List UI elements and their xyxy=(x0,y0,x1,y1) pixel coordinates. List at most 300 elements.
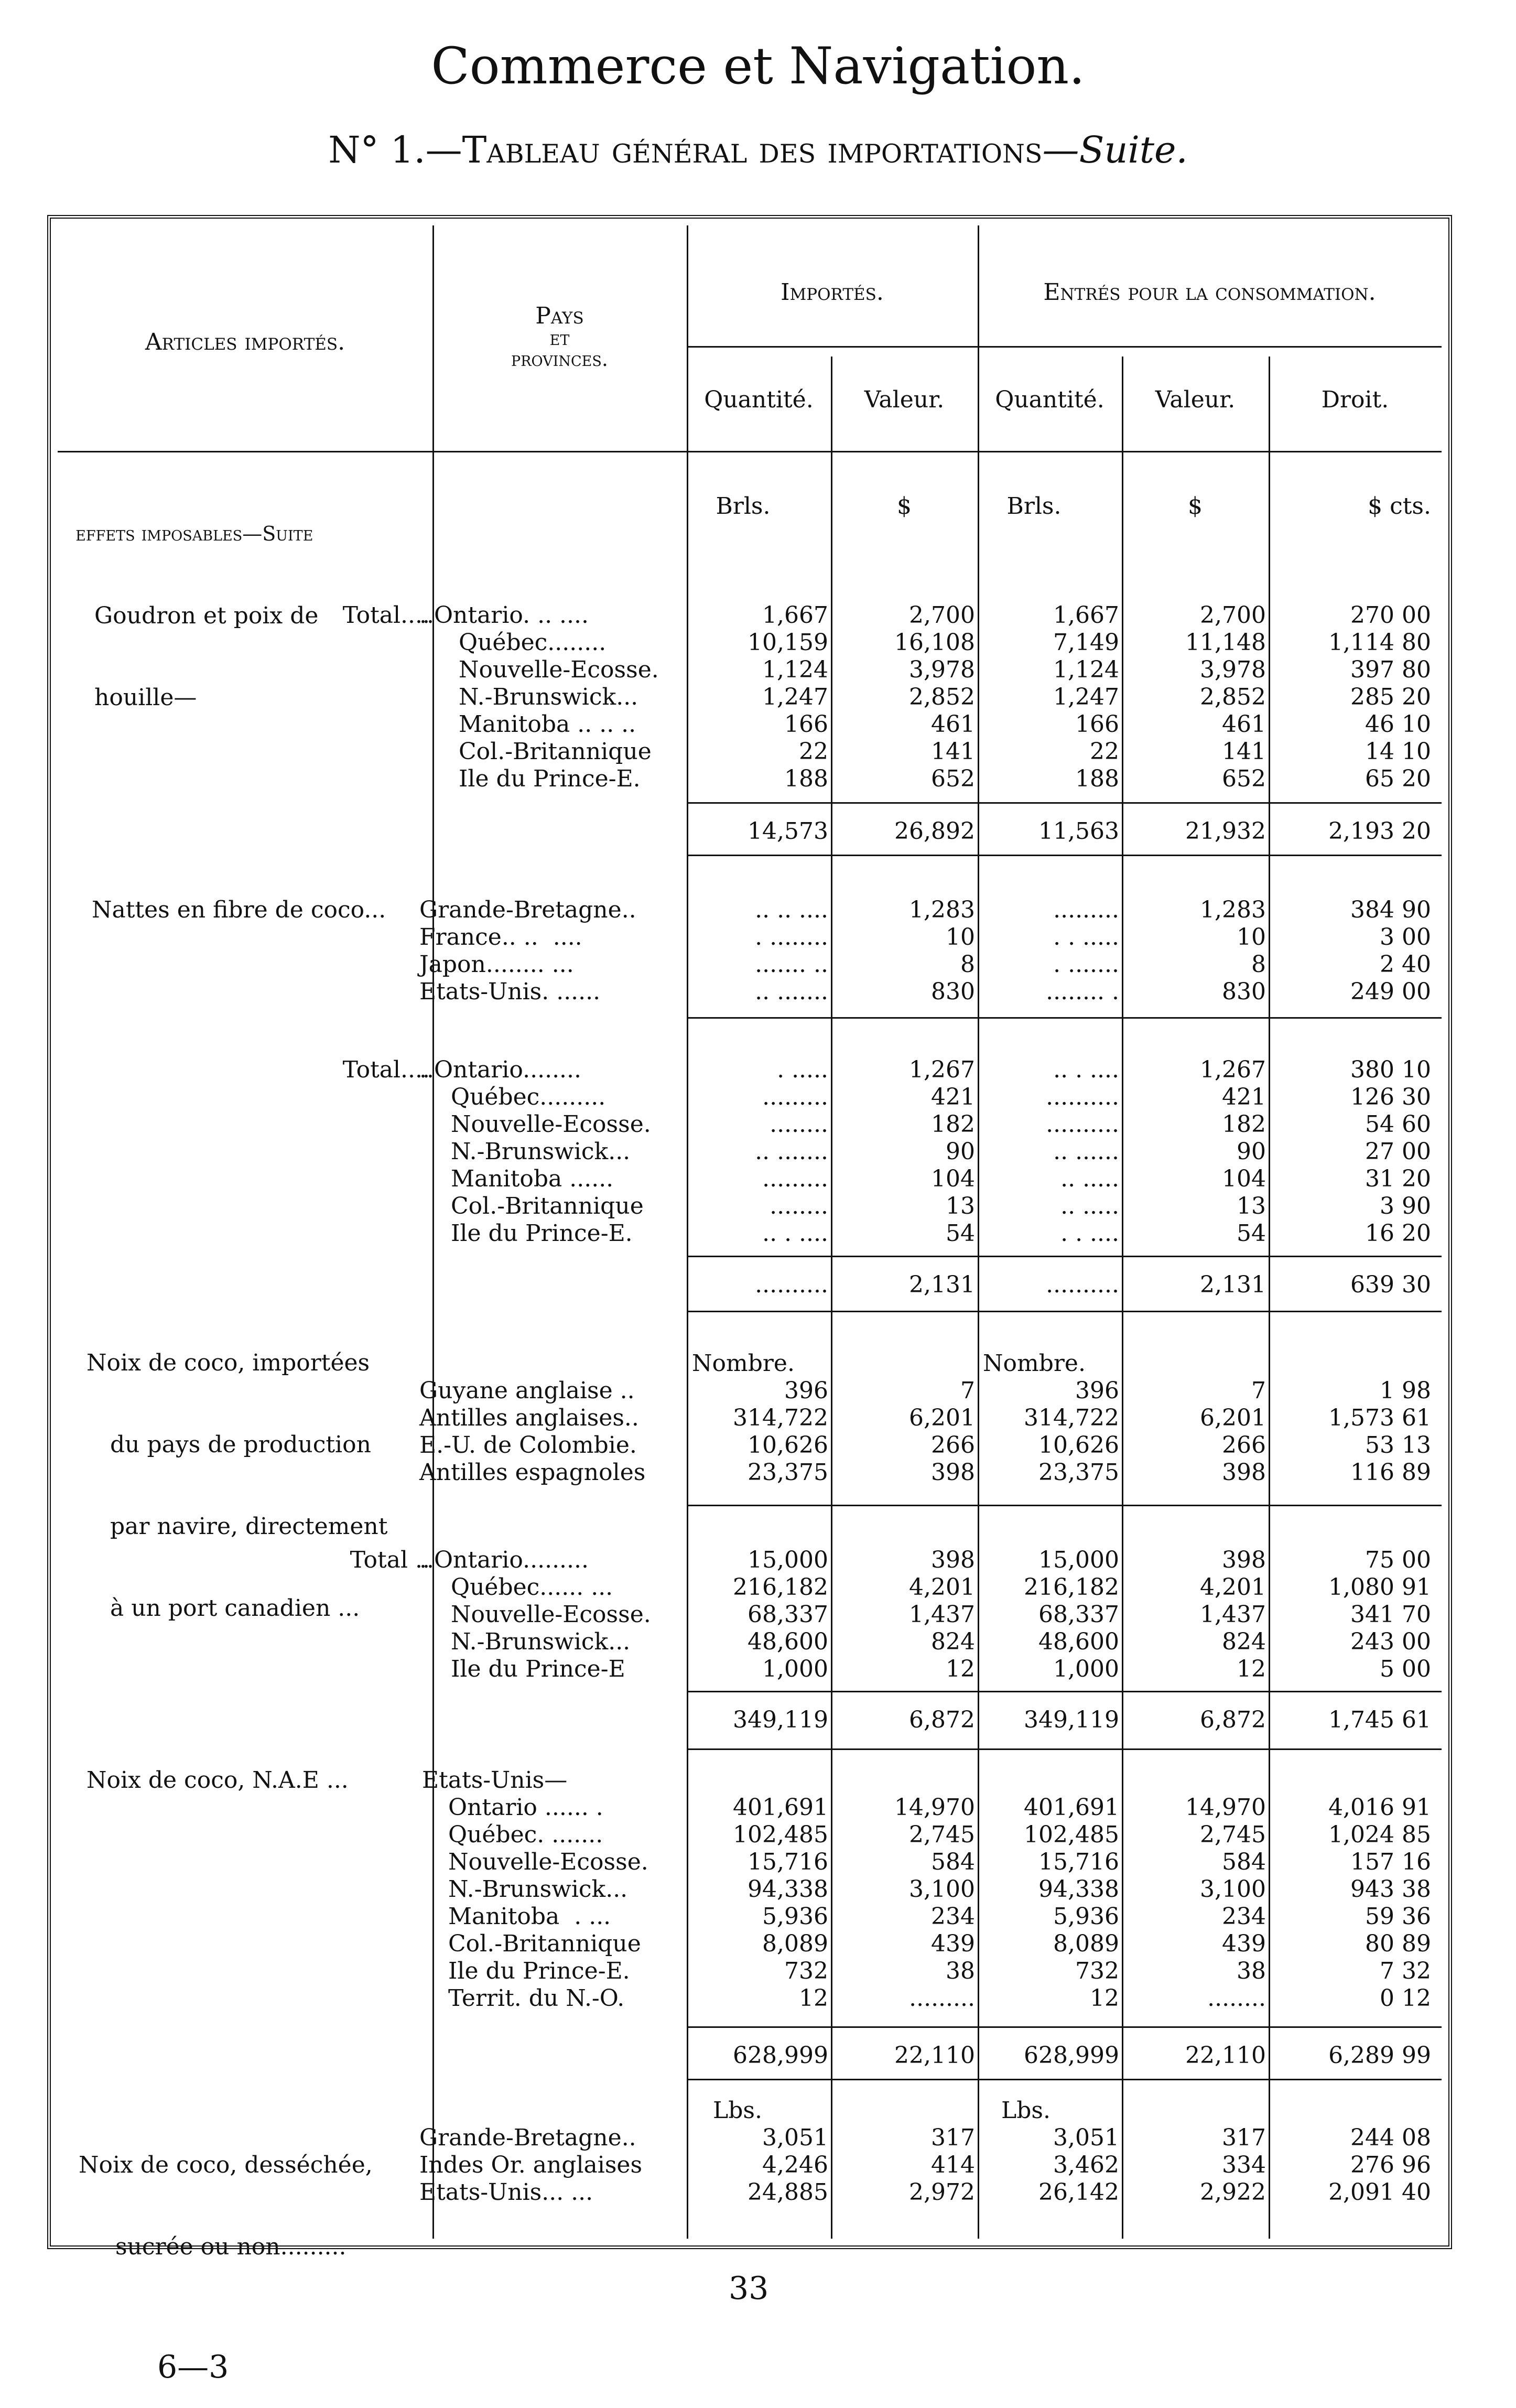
cell-ent-quantite: 26,142 xyxy=(1038,2179,1119,2206)
goudron-total-label: Total.... xyxy=(342,602,430,629)
cell-droit: 53 13 xyxy=(1365,1432,1431,1459)
cell-ent-valeur: 2,745 xyxy=(1200,1821,1266,1848)
cell-ent-valeur: 38 xyxy=(1237,1958,1266,1984)
cell-ent-quantite: . . ..... xyxy=(1053,924,1119,951)
col-divider-articles xyxy=(432,225,434,2239)
cell-imp-quantite: 48,600 xyxy=(748,1628,828,1655)
cell-droit: 1,573 61 xyxy=(1328,1405,1431,1431)
cell-imp-valeur: 54 xyxy=(946,1220,975,1247)
cell-imp-valeur: 1,283 xyxy=(909,897,975,923)
noix-nae-article: Noix de coco, N.A.E ... xyxy=(86,1767,349,1794)
cell-imp-quantite: ....... .. xyxy=(755,951,828,978)
noix-importees-sub-line xyxy=(687,1505,1442,1506)
header-divider-top xyxy=(687,346,1442,348)
cell-imp-valeur: 3,978 xyxy=(909,656,975,683)
header-divider-bottom xyxy=(58,451,1442,452)
cell-imp-valeur: 12 xyxy=(946,1656,975,1682)
cell-imp-quantite: ........ xyxy=(770,1193,828,1219)
header-pays-l3: provinces. xyxy=(511,348,608,371)
unit-valeur-entres: $ xyxy=(1188,493,1203,520)
cell-ent-valeur: 266 xyxy=(1222,1432,1266,1459)
total-droit: 639 30 xyxy=(1350,1271,1431,1298)
cell-imp-valeur: 2,700 xyxy=(909,602,975,629)
nattes-sub-line xyxy=(687,1017,1442,1019)
cell-imp-valeur: 3,100 xyxy=(909,1876,975,1903)
cell-imp-valeur: 317 xyxy=(931,2124,975,2151)
cell-imp-quantite: 216,182 xyxy=(733,1574,828,1601)
cell-droit: 116 89 xyxy=(1350,1459,1431,1486)
cell-droit: 1,024 85 xyxy=(1328,1821,1431,1848)
cell-imp-valeur: 461 xyxy=(931,711,975,738)
cell-droit: 157 16 xyxy=(1350,1849,1431,1875)
cell-droit: 384 90 xyxy=(1350,897,1431,923)
unit-valeur-importes: $ xyxy=(897,493,912,520)
cell-ent-valeur: 2,922 xyxy=(1200,2179,1266,2206)
total-ent-quantite: .......... xyxy=(1046,1271,1119,1298)
cell-ent-valeur: 398 xyxy=(1222,1547,1266,1573)
cell-pays: Québec...... ... xyxy=(451,1574,613,1601)
cell-imp-valeur: 182 xyxy=(931,1111,975,1138)
cell-imp-valeur: 8 xyxy=(960,951,975,978)
cell-ent-valeur: 3,100 xyxy=(1200,1876,1266,1903)
cell-ent-valeur: 54 xyxy=(1237,1220,1266,1247)
nattes-sum-line xyxy=(687,1256,1442,1257)
cell-droit: 65 20 xyxy=(1365,765,1431,792)
cell-pays: E.-U. de Colombie. xyxy=(419,1432,637,1459)
cell-imp-quantite: 8,089 xyxy=(762,1930,828,1957)
cell-imp-valeur: 830 xyxy=(931,978,975,1005)
cell-ent-quantite: .. ...... xyxy=(1053,1138,1119,1165)
cell-ent-valeur: 13 xyxy=(1237,1193,1266,1219)
cell-ent-quantite: 68,337 xyxy=(1038,1601,1119,1628)
total-imp-valeur: 2,131 xyxy=(909,1271,975,1298)
cell-pays: Québec. ....... xyxy=(448,1821,603,1848)
header-pays xyxy=(432,304,687,370)
cell-ent-quantite: 3,462 xyxy=(1053,2152,1119,2178)
cell-pays: Col.-Britannique xyxy=(448,1930,641,1957)
cell-pays: Manitoba ...... xyxy=(451,1165,614,1192)
subtitle-suffix: —Suite. xyxy=(1042,128,1188,171)
cell-pays: France.. .. .... xyxy=(419,924,582,951)
cell-pays: Manitoba .. .. .. xyxy=(459,711,636,738)
cell-imp-valeur: 104 xyxy=(931,1165,975,1192)
cell-imp-quantite: 15,716 xyxy=(748,1849,828,1875)
cell-pays: Guyane anglaise .. xyxy=(419,1377,635,1404)
cell-imp-quantite: 12 xyxy=(799,1985,828,2012)
total-imp-quantite: 628,999 xyxy=(733,2042,828,2069)
noix-importees-end-line xyxy=(687,1748,1442,1750)
noix-dessechee-article xyxy=(79,2097,373,2288)
total-imp-valeur: 6,872 xyxy=(909,1707,975,1733)
cell-pays: Québec......... xyxy=(451,1084,606,1110)
cell-ent-quantite: 15,716 xyxy=(1038,1849,1119,1875)
cell-ent-quantite: .......... xyxy=(1046,1111,1119,1138)
cell-ent-valeur: 461 xyxy=(1222,711,1266,738)
cell-droit: 59 36 xyxy=(1365,1903,1431,1930)
cell-imp-quantite: 15,000 xyxy=(748,1547,828,1573)
cell-droit: 243 00 xyxy=(1350,1628,1431,1655)
cell-ent-quantite: 102,485 xyxy=(1024,1821,1119,1848)
cell-ent-quantite: 22 xyxy=(1090,738,1119,765)
cell-droit: 0 12 xyxy=(1380,1985,1431,2012)
cell-ent-quantite: 15,000 xyxy=(1038,1547,1119,1573)
total-imp-quantite: 14,573 xyxy=(748,818,828,845)
cell-droit: 1,114 80 xyxy=(1328,629,1431,656)
cell-imp-quantite: 102,485 xyxy=(733,1821,828,1848)
nattes-end-line xyxy=(687,1311,1442,1312)
cell-imp-quantite: .. . .... xyxy=(762,1220,828,1247)
cell-imp-valeur: 1,267 xyxy=(909,1056,975,1083)
cell-ent-quantite: 8,089 xyxy=(1053,1930,1119,1957)
total-imp-valeur: 26,892 xyxy=(894,818,975,845)
cell-droit: 126 30 xyxy=(1350,1084,1431,1110)
section-label xyxy=(63,493,313,547)
header-pays-l1: Pays xyxy=(535,303,584,329)
cell-imp-valeur: 398 xyxy=(931,1547,975,1573)
cell-imp-quantite: 396 xyxy=(784,1377,828,1404)
cell-pays: N.-Brunswick... xyxy=(451,1628,631,1655)
cell-pays: Grande-Bretagne.. xyxy=(419,2124,636,2151)
cell-ent-quantite: 1,247 xyxy=(1053,684,1119,710)
cell-droit: 380 10 xyxy=(1350,1056,1431,1083)
cell-ent-quantite: 10,626 xyxy=(1038,1432,1119,1459)
total-ent-valeur: 21,932 xyxy=(1185,818,1266,845)
cell-imp-quantite: 5,936 xyxy=(762,1903,828,1930)
cell-imp-valeur: 414 xyxy=(931,2152,975,2178)
total-droit: 2,193 20 xyxy=(1328,818,1431,845)
cell-pays: Etats-Unis... ... xyxy=(419,2179,593,2206)
cell-ent-valeur: 584 xyxy=(1222,1849,1266,1875)
nattes-article: Nattes en fibre de coco... xyxy=(92,897,386,923)
cell-ent-quantite: ........ . xyxy=(1046,978,1119,1005)
cell-imp-quantite: ........ xyxy=(770,1111,828,1138)
header-pays-l2: et xyxy=(549,327,570,350)
cell-ent-valeur: 2,700 xyxy=(1200,602,1266,629)
cell-pays: Manitoba . ... xyxy=(448,1903,611,1930)
header-entres: Entrés pour la consommation. xyxy=(1043,279,1376,306)
cell-ent-quantite: 94,338 xyxy=(1038,1876,1119,1903)
cell-ent-quantite: 12 xyxy=(1090,1985,1119,2012)
cell-imp-valeur: 652 xyxy=(931,765,975,792)
cell-imp-valeur: 398 xyxy=(931,1459,975,1486)
cell-droit: 341 70 xyxy=(1350,1601,1431,1628)
cell-ent-valeur: 1,267 xyxy=(1200,1056,1266,1083)
cell-ent-valeur: 317 xyxy=(1222,2124,1266,2151)
noix-importees-l1: Noix de coco, importées xyxy=(86,1349,370,1376)
cell-droit: 31 20 xyxy=(1365,1165,1431,1192)
cell-ent-quantite: 216,182 xyxy=(1024,1574,1119,1601)
total-ent-quantite: 628,999 xyxy=(1024,2042,1119,2069)
total-ent-valeur: 6,872 xyxy=(1200,1707,1266,1733)
noix-importees-sum-line xyxy=(687,1691,1442,1692)
cell-pays: Nouvelle-Ecosse. xyxy=(448,1849,648,1875)
page-title: Commerce et Navigation. xyxy=(431,37,1085,95)
cell-ent-quantite: .......... xyxy=(1046,1084,1119,1110)
cell-pays: Ile du Prince-E xyxy=(451,1656,625,1682)
header-quantite-importes: Quantité. xyxy=(704,386,814,413)
cell-imp-valeur: 266 xyxy=(931,1432,975,1459)
cell-imp-valeur: 90 xyxy=(946,1138,975,1165)
cell-droit: 80 89 xyxy=(1365,1930,1431,1957)
cell-droit: 276 96 xyxy=(1350,2152,1431,2178)
cell-ent-valeur: 6,201 xyxy=(1200,1405,1266,1431)
header-articles: Articles importés. xyxy=(145,329,345,355)
cell-imp-quantite: .. ....... xyxy=(755,978,828,1005)
cell-ent-quantite: 188 xyxy=(1075,765,1119,792)
cell-droit: 4,016 91 xyxy=(1328,1794,1431,1821)
total-ent-valeur: 22,110 xyxy=(1185,2042,1266,2069)
total-imp-valeur: 22,110 xyxy=(894,2042,975,2069)
cell-imp-quantite: .. ....... xyxy=(755,1138,828,1165)
cell-imp-quantite: ......... xyxy=(762,1165,828,1192)
unit-quantite-importes: Brls. xyxy=(716,493,771,520)
cell-ent-quantite: .. ..... xyxy=(1060,1165,1119,1192)
cell-pays: Japon........ ... xyxy=(419,951,574,978)
cell-ent-quantite: ......... xyxy=(1053,897,1119,923)
cell-pays: Nouvelle-Ecosse. xyxy=(451,1111,651,1138)
goudron-article xyxy=(94,548,318,739)
cell-ent-valeur: 7 xyxy=(1251,1377,1266,1404)
cell-imp-valeur: 38 xyxy=(946,1958,975,1984)
cell-ent-valeur: 3,978 xyxy=(1200,656,1266,683)
cell-ent-quantite: 23,375 xyxy=(1038,1459,1119,1486)
cell-droit: 3 00 xyxy=(1380,924,1431,951)
cell-imp-quantite: 401,691 xyxy=(733,1794,828,1821)
noix-dessechee-unit-q1: Lbs. xyxy=(713,2097,762,2124)
cell-pays: Etats-Unis. ...... xyxy=(419,978,601,1005)
cell-imp-valeur: 16,108 xyxy=(894,629,975,656)
total-droit: 1,745 61 xyxy=(1328,1707,1431,1733)
cell-droit: 27 00 xyxy=(1365,1138,1431,1165)
cell-droit: 943 38 xyxy=(1350,1876,1431,1903)
cell-ent-valeur: 398 xyxy=(1222,1459,1266,1486)
total-imp-quantite: 349,119 xyxy=(733,1707,828,1733)
cell-ent-valeur: 14,970 xyxy=(1185,1794,1266,1821)
cell-imp-quantite: 24,885 xyxy=(748,2179,828,2206)
cell-pays: Territ. du N.-O. xyxy=(448,1985,625,2012)
cell-droit: 5 00 xyxy=(1380,1656,1431,1682)
cell-imp-quantite: ......... xyxy=(762,1084,828,1110)
cell-imp-valeur: 14,970 xyxy=(894,1794,975,1821)
cell-droit: 397 80 xyxy=(1350,656,1431,683)
total-ent-quantite: 349,119 xyxy=(1024,1707,1119,1733)
total-imp-quantite: .......... xyxy=(755,1271,828,1298)
cell-imp-valeur: ......... xyxy=(909,1985,975,2012)
cell-imp-valeur: 2,852 xyxy=(909,684,975,710)
header-valeur-entres: Valeur. xyxy=(1155,386,1236,413)
total-droit: 6,289 99 xyxy=(1328,2042,1431,2069)
cell-imp-quantite: 10,159 xyxy=(748,629,828,656)
cell-pays: Québec........ xyxy=(459,629,607,656)
cell-imp-quantite: 314,722 xyxy=(733,1405,828,1431)
cell-ent-valeur: 652 xyxy=(1222,765,1266,792)
cell-droit: 16 20 xyxy=(1365,1220,1431,1247)
cell-pays: Antilles anglaises.. xyxy=(419,1405,639,1431)
cell-pays: N.-Brunswick... xyxy=(451,1138,631,1165)
cell-droit: 54 60 xyxy=(1365,1111,1431,1138)
cell-imp-quantite: 68,337 xyxy=(748,1601,828,1628)
cell-imp-quantite: 188 xyxy=(784,765,828,792)
cell-droit: 75 00 xyxy=(1365,1547,1431,1573)
table-subtitle xyxy=(0,128,1516,171)
cell-ent-valeur: 1,437 xyxy=(1200,1601,1266,1628)
total-ent-quantite: 11,563 xyxy=(1038,818,1119,845)
cell-imp-quantite: 732 xyxy=(784,1958,828,1984)
cell-ent-valeur: 8 xyxy=(1251,951,1266,978)
cell-imp-quantite: 1,124 xyxy=(762,656,828,683)
noix-dessechee-l2: sucrée ou non......... xyxy=(115,2233,346,2260)
cell-ent-quantite: 48,600 xyxy=(1038,1628,1119,1655)
noix-importees-l2: du pays de production xyxy=(110,1431,371,1458)
noix-importees-total-label: Total .. xyxy=(350,1547,430,1573)
signature-mark: 6—3 xyxy=(157,2349,229,2385)
cell-ent-quantite: . ....... xyxy=(1053,951,1119,978)
cell-ent-quantite: 314,722 xyxy=(1024,1405,1119,1431)
cell-ent-quantite: 1,667 xyxy=(1053,602,1119,629)
cell-ent-valeur: 234 xyxy=(1222,1903,1266,1930)
cell-pays: Ile du Prince-E. xyxy=(451,1220,633,1247)
cell-pays: Indes Or. anglaises xyxy=(419,2152,643,2178)
noix-importees-unit-q1: Nombre. xyxy=(692,1350,795,1377)
header-quantite-entres: Quantité. xyxy=(995,386,1104,413)
noix-dessechee-unit-q2: Lbs. xyxy=(1001,2097,1051,2124)
noix-nae-sum-line xyxy=(687,2026,1442,2028)
cell-pays: ..Ontario. .. .... xyxy=(419,602,589,629)
cell-ent-quantite: 401,691 xyxy=(1024,1794,1119,1821)
cell-droit: 1 98 xyxy=(1380,1377,1431,1404)
cell-ent-valeur: 10 xyxy=(1237,924,1266,951)
cell-imp-valeur: 10 xyxy=(946,924,975,951)
cell-imp-quantite: 4,246 xyxy=(762,2152,828,2178)
cell-ent-quantite: 1,124 xyxy=(1053,656,1119,683)
noix-nae-country: Etats-Unis— xyxy=(422,1767,568,1794)
cell-ent-quantite: 7,149 xyxy=(1053,629,1119,656)
cell-ent-quantite: 5,936 xyxy=(1053,1903,1119,1930)
cell-ent-valeur: 104 xyxy=(1222,1165,1266,1192)
cell-ent-quantite: 732 xyxy=(1075,1958,1119,1984)
cell-droit: 1,080 91 xyxy=(1328,1574,1431,1601)
cell-pays: Ile du Prince-E. xyxy=(459,765,641,792)
cell-imp-quantite: 166 xyxy=(784,711,828,738)
cell-ent-valeur: 830 xyxy=(1222,978,1266,1005)
cell-pays: Col.-Britannique xyxy=(459,738,652,765)
page-number: 33 xyxy=(729,2270,769,2307)
cell-ent-valeur: ........ xyxy=(1207,1985,1266,2012)
cell-ent-valeur: 2,852 xyxy=(1200,684,1266,710)
cell-pays: Ile du Prince-E. xyxy=(448,1958,630,1984)
cell-imp-quantite: 3,051 xyxy=(762,2124,828,2151)
cell-imp-quantite: .. .. .... xyxy=(755,897,828,923)
cell-droit: 244 08 xyxy=(1350,2124,1431,2151)
noix-nae-end-line xyxy=(687,2079,1442,2080)
cell-droit: 14 10 xyxy=(1365,738,1431,765)
header-droit: Droit. xyxy=(1321,386,1389,413)
cell-ent-valeur: 11,148 xyxy=(1185,629,1266,656)
cell-imp-valeur: 2,972 xyxy=(909,2179,975,2206)
noix-importees-unit-q2: Nombre. xyxy=(983,1350,1086,1377)
cell-pays: ..Ontario......... xyxy=(419,1547,589,1573)
noix-importees-l3: par navire, directement xyxy=(110,1513,388,1540)
cell-imp-valeur: 141 xyxy=(931,738,975,765)
cell-imp-valeur: 1,437 xyxy=(909,1601,975,1628)
cell-imp-valeur: 13 xyxy=(946,1193,975,1219)
noix-importees-article xyxy=(86,1295,387,1649)
cell-ent-valeur: 4,201 xyxy=(1200,1574,1266,1601)
cell-droit: 2,091 40 xyxy=(1328,2179,1431,2206)
cell-ent-valeur: 439 xyxy=(1222,1930,1266,1957)
cell-imp-quantite: 10,626 xyxy=(748,1432,828,1459)
cell-imp-valeur: 4,201 xyxy=(909,1574,975,1601)
section-label-text: effets imposables—Suite xyxy=(75,522,313,545)
cell-ent-valeur: 182 xyxy=(1222,1111,1266,1138)
cell-ent-valeur: 141 xyxy=(1222,738,1266,765)
cell-pays: N.-Brunswick... xyxy=(448,1876,628,1903)
cell-imp-quantite: 22 xyxy=(799,738,828,765)
cell-ent-valeur: 12 xyxy=(1237,1656,1266,1682)
unit-droit: $ cts. xyxy=(1368,493,1431,520)
cell-imp-quantite: . ........ xyxy=(755,924,828,951)
cell-ent-valeur: 421 xyxy=(1222,1084,1266,1110)
cell-ent-valeur: 334 xyxy=(1222,2152,1266,2178)
cell-pays: ..Ontario........ xyxy=(419,1056,582,1083)
total-ent-valeur: 2,131 xyxy=(1200,1271,1266,1298)
cell-imp-valeur: 234 xyxy=(931,1903,975,1930)
cell-imp-quantite: . ..... xyxy=(777,1056,828,1083)
cell-pays: N.-Brunswick... xyxy=(459,684,638,710)
cell-pays: Col.-Britannique xyxy=(451,1193,644,1219)
cell-ent-quantite: 396 xyxy=(1075,1377,1119,1404)
goudron-article-l2: houille— xyxy=(94,684,197,711)
cell-pays: Grande-Bretagne.. xyxy=(419,897,636,923)
cell-imp-quantite: 1,000 xyxy=(762,1656,828,1682)
cell-droit: 3 90 xyxy=(1380,1193,1431,1219)
header-importes: Importés. xyxy=(781,279,884,306)
cell-imp-valeur: 6,201 xyxy=(909,1405,975,1431)
cell-imp-valeur: 439 xyxy=(931,1930,975,1957)
subtitle-prefix: N° 1.— xyxy=(328,128,462,171)
unit-quantite-entres: Brls. xyxy=(1006,493,1062,520)
nattes-total-label: Total.... xyxy=(342,1056,430,1083)
cell-pays: Nouvelle-Ecosse. xyxy=(459,656,659,683)
noix-dessechee-l1: Noix de coco, desséchée, xyxy=(79,2152,373,2178)
cell-pays: Nouvelle-Ecosse. xyxy=(451,1601,651,1628)
cell-ent-quantite: .. . .... xyxy=(1053,1056,1119,1083)
cell-imp-quantite: 23,375 xyxy=(748,1459,828,1486)
goudron-end-line xyxy=(687,855,1442,856)
cell-pays: Ontario ...... . xyxy=(448,1794,603,1821)
cell-imp-valeur: 2,745 xyxy=(909,1821,975,1848)
cell-ent-valeur: 90 xyxy=(1237,1138,1266,1165)
cell-droit: 2 40 xyxy=(1380,951,1431,978)
header-valeur-importes: Valeur. xyxy=(864,386,945,413)
cell-ent-valeur: 824 xyxy=(1222,1628,1266,1655)
subtitle-main: Tableau général des importations xyxy=(462,128,1043,171)
cell-imp-quantite: 94,338 xyxy=(748,1876,828,1903)
cell-droit: 270 00 xyxy=(1350,602,1431,629)
cell-imp-valeur: 584 xyxy=(931,1849,975,1875)
cell-ent-quantite: 166 xyxy=(1075,711,1119,738)
cell-imp-quantite: 1,667 xyxy=(762,602,828,629)
cell-imp-valeur: 7 xyxy=(960,1377,975,1404)
cell-ent-quantite: . . .... xyxy=(1060,1220,1119,1247)
cell-ent-valeur: 1,283 xyxy=(1200,897,1266,923)
cell-droit: 46 10 xyxy=(1365,711,1431,738)
cell-pays: Antilles espagnoles xyxy=(419,1459,646,1486)
cell-ent-quantite: 3,051 xyxy=(1053,2124,1119,2151)
cell-imp-valeur: 421 xyxy=(931,1084,975,1110)
cell-droit: 249 00 xyxy=(1350,978,1431,1005)
cell-droit: 285 20 xyxy=(1350,684,1431,710)
